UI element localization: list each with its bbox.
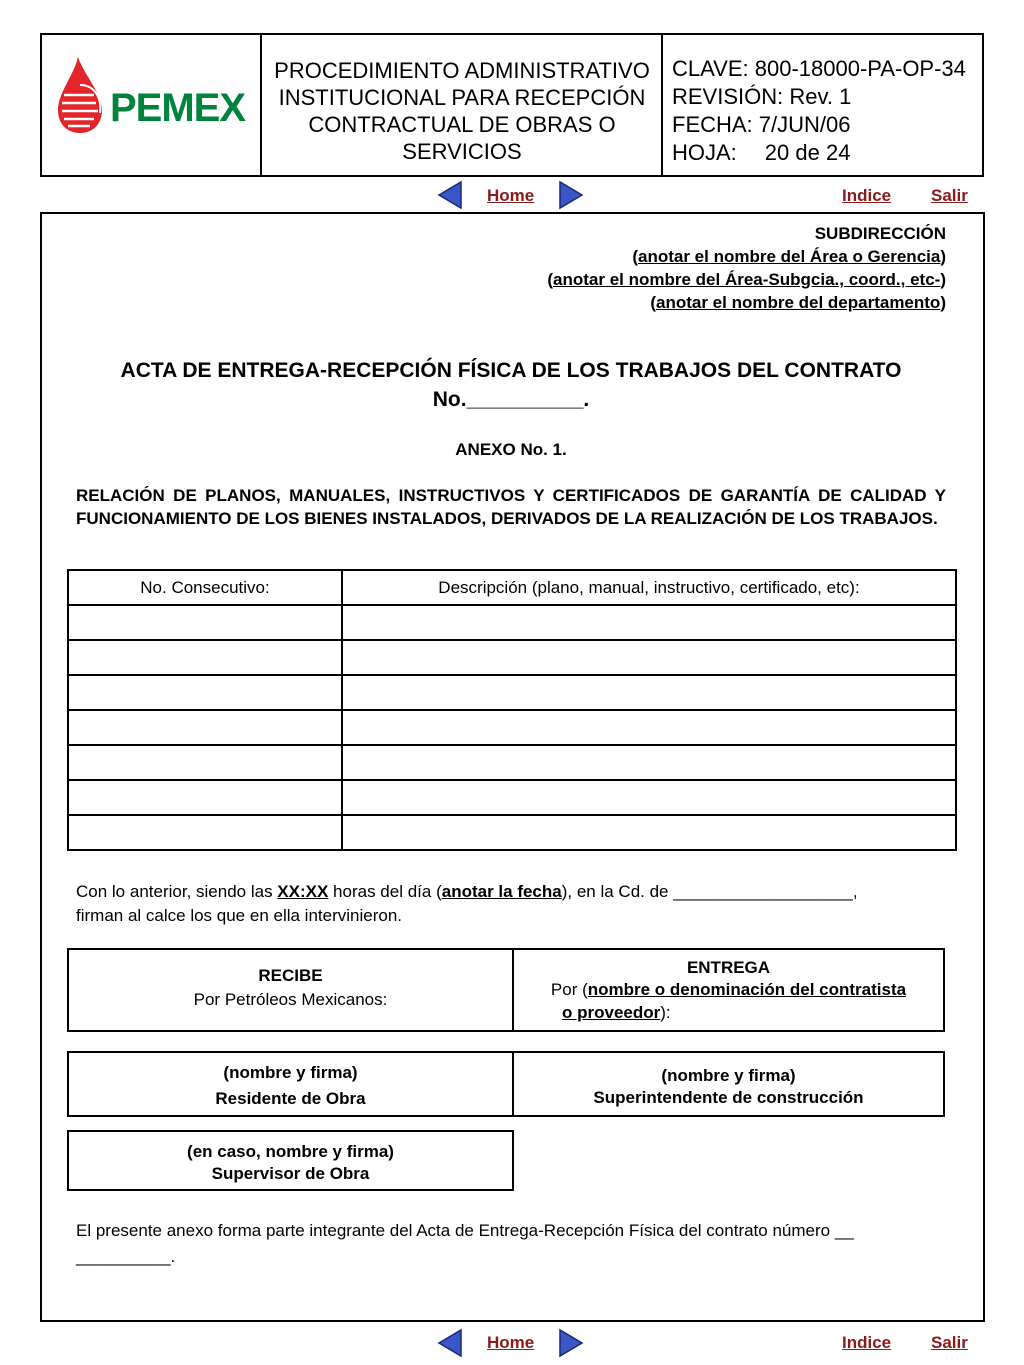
previous-page-arrow-icon[interactable] bbox=[437, 180, 463, 210]
relacion-heading: RELACIÓN DE PLANOS, MANUALES, INSTRUCTIVOS Y CERTIFICADOS DE GARANTÍA DE CALIDAD Y FUNCIONAMIENTO DE LOS BIENES INSTALADOS, DERIVADOS DE LA REALIZACIÓN DE LOS TRABAJOS. bbox=[76, 486, 946, 528]
area-subgcia-placeholder: anotar el nombre del Área-Subgcia., coord., etc- bbox=[553, 270, 941, 289]
table-row bbox=[68, 710, 956, 745]
fecha-placeholder: anotar la fecha bbox=[441, 882, 562, 901]
home-link[interactable]: Home bbox=[487, 186, 535, 205]
table-row bbox=[68, 675, 956, 710]
table-row bbox=[68, 640, 956, 675]
table-row bbox=[68, 815, 956, 850]
column-header-consecutivo: No. Consecutivo: bbox=[68, 570, 342, 605]
table-row bbox=[68, 745, 956, 780]
indice-link-bottom[interactable]: Indice bbox=[842, 1333, 892, 1352]
departamento-placeholder: anotar el nombre del departamento bbox=[655, 293, 941, 312]
indice-link[interactable]: Indice bbox=[842, 186, 892, 205]
home-link-bottom[interactable]: Home bbox=[487, 1333, 535, 1352]
pemex-logo-text: PEMEX bbox=[110, 86, 246, 130]
recibe-title: RECIBE bbox=[258, 966, 323, 985]
subdireccion-title: SUBDIRECCIÓN bbox=[814, 224, 946, 243]
entrega-title: ENTREGA bbox=[686, 958, 771, 977]
contrato-number: No.__________. bbox=[432, 388, 590, 411]
contratista-placeholder: nombre o denominación del contratista bbox=[587, 980, 907, 999]
proveedor-placeholder: o proveedor bbox=[562, 1003, 661, 1022]
recibe-box bbox=[67, 948, 514, 1032]
entrega-box: ENTREGA Por (nombre o denominación del contratista o proveedor): bbox=[512, 948, 945, 1032]
previous-page-arrow-icon-bottom[interactable] bbox=[437, 1328, 463, 1358]
salir-link[interactable]: Salir bbox=[931, 186, 968, 205]
pemex-logo bbox=[50, 55, 255, 140]
closing-paragraph: Con lo anterior, siendo las XX:XX horas del día (anotar la fecha), en la Cd. de ___________________, firman al calce los que en ella intervinieron. bbox=[76, 882, 858, 925]
next-page-arrow-icon[interactable] bbox=[558, 180, 584, 210]
recibe-subtitle: Por Petróleos Mexicanos: bbox=[193, 990, 388, 1009]
items-table bbox=[67, 569, 957, 851]
document-header bbox=[40, 33, 984, 177]
column-header-descripcion: Descripción (plano, manual, instructivo, certificado, etc): bbox=[342, 570, 956, 605]
document-metadata bbox=[672, 55, 966, 167]
revision-text: REVISIÓN: Rev. 1 bbox=[672, 84, 852, 109]
superintendente-signature-box: (nombre y firma) Superintendente de construcción bbox=[512, 1051, 945, 1117]
table-row bbox=[68, 780, 956, 815]
salir-link-bottom[interactable]: Salir bbox=[931, 1333, 968, 1352]
table-row bbox=[68, 605, 956, 640]
table-header-row bbox=[68, 570, 956, 605]
hora-placeholder: XX:XX bbox=[277, 882, 329, 901]
procedure-title: PROCEDIMIENTO ADMINISTRATIVO INSTITUCIONAL PARA RECEPCIÓN CONTRACTUAL DE OBRAS O SERVICIOS bbox=[274, 58, 650, 164]
footer-paragraph: El presente anexo forma parte integrante del Acta de Entrega-Recepción Física del contrato número __ __________. bbox=[76, 1221, 854, 1266]
next-page-arrow-icon-bottom[interactable] bbox=[558, 1328, 584, 1358]
subdireccion-block: SUBDIRECCIÓN (anotar el nombre del Área o Gerencia) (anotar el nombre del Área-Subgcia., coord., etc-) (anotar el nombre del departamento) bbox=[547, 224, 946, 312]
supervisor-signature-box: (en caso, nombre y firma) Supervisor de Obra bbox=[67, 1130, 514, 1191]
clave-text: CLAVE: 800-18000-PA-OP-34 bbox=[672, 56, 966, 81]
hoja-text: HOJA: 20 de 24 bbox=[672, 140, 851, 165]
fecha-text: FECHA: 7/JUN/06 bbox=[672, 112, 851, 137]
area-gerencia-placeholder: anotar el nombre del Área o Gerencia bbox=[638, 247, 941, 266]
acta-title: ACTA DE ENTREGA-RECEPCIÓN FÍSICA DE LOS TRABAJOS DEL CONTRATO No.__________. bbox=[76, 356, 946, 414]
anexo-heading: ANEXO No. 1. bbox=[455, 440, 567, 459]
residente-signature-box: (nombre y firma) Residente de Obra bbox=[67, 1051, 514, 1117]
